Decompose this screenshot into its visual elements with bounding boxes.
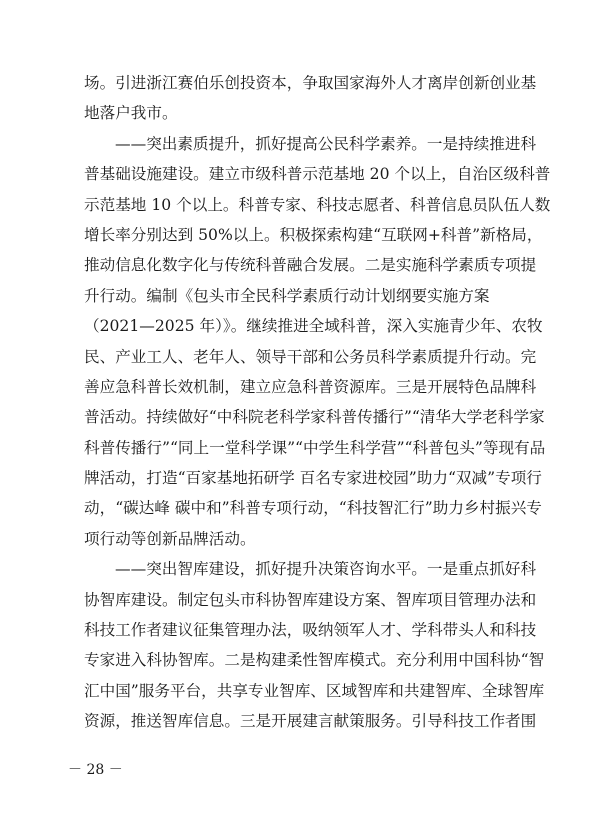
text-line: 增长率分别达到 50%以上。积极探索构建“互联网+科普”新格局， — [84, 225, 543, 244]
text-line: 项行动等创新品牌活动。 — [84, 529, 256, 548]
text-line: 示范基地 10 个以上。科普专家、科技志愿者、科普信息员队伍人数 — [84, 195, 551, 214]
text-line: 民、产业工人、老年人、领导干部和公务员科学素质提升行动。完 — [84, 347, 537, 366]
text-line: 牌活动，打造“百家基地拓研学 百名专家进校园”助力“双减”专项行 — [84, 469, 542, 488]
text-line: （2021—2025 年）》。继续推进全域科普，深入实施青少年、农牧 — [84, 317, 543, 336]
text-line: 普活动。持续做好“中科院老科学家科普传播行”“清华大学老科学家 — [84, 408, 545, 427]
text-line: 场。引进浙江赛伯乐创投资本，争取国家海外人才离岸创新创业基 — [84, 74, 537, 92]
section-heading-line: ——突出素质提升，抓好提高公民科学素养。一是持续推进科 — [115, 134, 537, 153]
text-line: 推动信息化数字化与传统科普融合发展。二是实施科学素质专项提 — [84, 256, 537, 275]
text-line: 善应急科普长效机制，建立应急科普资源库。三是开展特色品牌科 — [84, 377, 537, 396]
text-line: 科普传播行”“同上一堂科学课”“中学生科学营”“科普包头”等现有品 — [84, 438, 546, 457]
text-line: 汇中国”服务平台，共享专业智库、区域智库和共建智库、全球智库 — [84, 681, 545, 700]
text-line: 普基础设施建设。建立市级科普示范基地 20 个以上，自治区级科普 — [84, 165, 551, 184]
text-line: 专家进入科协智库。二是构建柔性智库模式。充分利用中国科协“智 — [84, 651, 545, 670]
text-line: 升行动。编制《包头市全民科学素质行动计划纲要实施方案 — [84, 286, 490, 305]
section-heading-line: ——突出智库建设，抓好提升决策咨询水平。一是重点抓好科 — [115, 560, 537, 579]
page-number: － 28 － — [68, 762, 123, 778]
text-line: 协智库建设。制定包头市科协智库建设方案、智库项目管理办法和 — [84, 590, 537, 609]
text-line: 资源，推送智库信息。三是开展建言献策服务。引导科技工作者围 — [84, 712, 537, 731]
document-body — [84, 68, 551, 737]
text-line: 动，“碳达峰 碳中和”科普专项行动，“科技智汇行”助力乡村振兴专 — [84, 499, 542, 518]
text-line: 地落户我市。 — [84, 104, 178, 123]
text-line: 科技工作者建议征集管理办法，吸纳领军人才、学科带头人和科技 — [84, 621, 537, 640]
